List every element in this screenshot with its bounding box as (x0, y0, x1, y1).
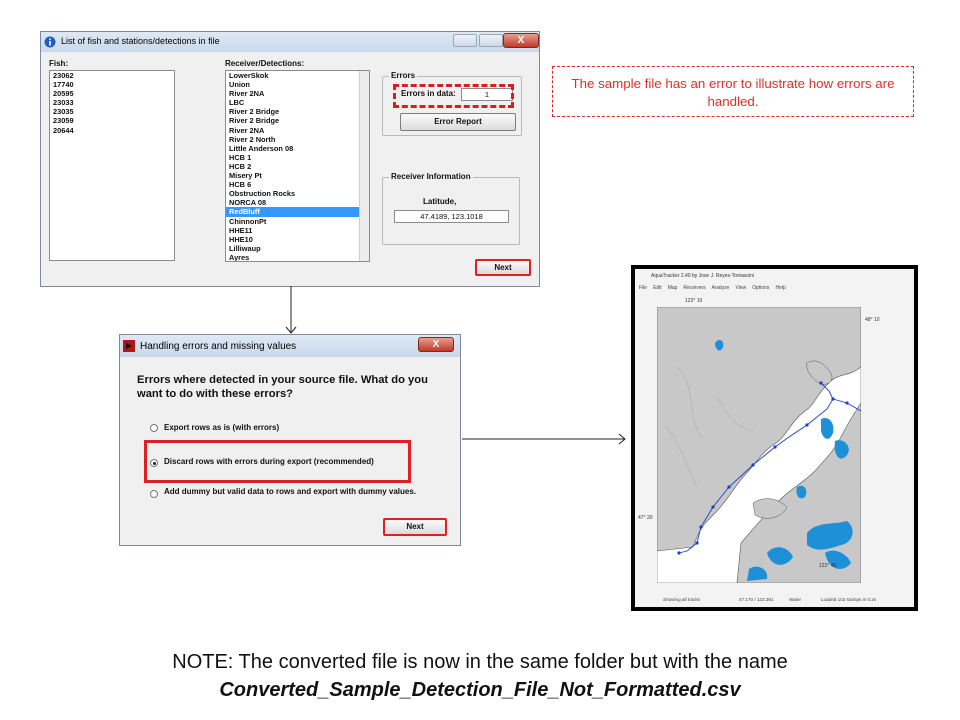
tick-right-lat: 48° 10 (865, 317, 880, 323)
error-note: The sample file has an error to illustrate how errors are handled. (552, 66, 914, 117)
menu-item-analyze[interactable]: Analyze (711, 285, 730, 291)
converted-filename: Converted_Sample_Detection_File_Not_Formatted.csv (219, 679, 741, 701)
fish-list-item[interactable]: 23033 (53, 98, 74, 108)
minimize-button[interactable] (453, 34, 477, 47)
latlon-field: 47.4189, 123.1018 (394, 210, 509, 223)
receiver-list-item[interactable]: HCB 1 (229, 152, 252, 162)
errors-question: Errors where detected in your source file. What do you want to do with these errors? (137, 374, 428, 400)
map-screenshot-frame (631, 265, 918, 611)
receiver-list-item[interactable]: River 2 North (229, 134, 276, 144)
tick-top-lon: 123° 10 (685, 298, 703, 304)
fish-list-item[interactable]: 23062 (53, 71, 74, 80)
receiver-listbox[interactable] (225, 70, 370, 262)
fish-list-item[interactable]: 23035 (53, 107, 74, 117)
receiver-list-item[interactable]: Ayres (229, 252, 250, 262)
latitude-label: Latitude, (423, 197, 457, 206)
receiver-info-title: Receiver Information (391, 172, 471, 181)
receiver-label: Receiver/Detections: (225, 59, 305, 68)
close-button[interactable]: X (503, 33, 539, 48)
receiver-list-item[interactable]: Little Anderson 08 (229, 143, 294, 153)
receiver-list-item[interactable]: HCB 6 (229, 180, 252, 190)
fish-listbox[interactable] (49, 70, 175, 261)
receiver-list-item[interactable]: HHE10 (229, 234, 253, 244)
tick-left-lat: 47° 20 (638, 515, 653, 521)
errors-close-button[interactable]: X (418, 337, 454, 352)
errors-group-title: Errors (391, 71, 416, 80)
fish-list-item[interactable]: 20644 (53, 125, 74, 135)
aquatracker-menubar (639, 285, 792, 291)
status-water: Water (789, 597, 802, 602)
right-arrow (462, 432, 632, 448)
status-loaded: Loaded 102 stamps in 0.2s (821, 597, 877, 602)
puget-sound-map[interactable] (657, 307, 861, 583)
tick-bottom-lon: 122° 40 (819, 563, 837, 569)
recommended-highlight (144, 440, 411, 483)
aquatracker-window (635, 269, 914, 607)
fish-list-item[interactable]: 23059 (53, 116, 74, 126)
option-dummy-label[interactable]: Add dummy but valid data to rows and export with dummy values. (164, 487, 417, 496)
fish-window-title: List of fish and stations/detections in file (61, 36, 220, 46)
menu-item-view[interactable]: View (735, 285, 747, 291)
fish-stations-window (40, 31, 540, 287)
errors-dialog-title: Handling errors and missing values (140, 341, 297, 352)
fish-list-item[interactable]: 17740 (53, 80, 74, 90)
fish-window-titlebar (41, 32, 539, 52)
menu-item-help[interactable]: Help (775, 285, 786, 291)
info-icon (44, 36, 56, 48)
status-tracks: Showing all tracks (663, 597, 701, 602)
errors-dialog (119, 334, 461, 546)
maximize-button[interactable] (479, 34, 503, 47)
receiver-list-item[interactable]: River 2NA (229, 89, 265, 99)
receiver-list-item[interactable]: River 2 Bridge (229, 116, 280, 126)
receiver-list-item[interactable]: HHE11 (229, 225, 253, 235)
errors-highlight (393, 84, 514, 108)
receiver-list-item[interactable]: HCB 2 (229, 161, 252, 171)
receiver-list-item[interactable]: Misery Pt (229, 171, 262, 181)
menu-item-edit[interactable]: Edit (653, 285, 662, 291)
receiver-list-item[interactable]: River 2 Bridge (229, 107, 280, 117)
receiver-list-item[interactable]: Lilliwaup (229, 243, 261, 253)
errors-dialog-titlebar (120, 335, 460, 357)
errors-in-data-label: Errors in data: (401, 89, 456, 98)
fish-label: Fish: (49, 59, 69, 68)
errors-in-data-field: 1 (461, 88, 513, 101)
menu-item-receivers[interactable]: Receivers (683, 285, 706, 291)
receiver-list-item[interactable]: Obstruction Rocks (229, 189, 296, 199)
option-export-radio[interactable] (150, 424, 158, 432)
aquatracker-statusbar (635, 595, 914, 604)
option-export-label[interactable]: Export rows as is (with errors) (164, 423, 280, 432)
receiver-list-item[interactable]: Union (229, 80, 250, 90)
fish-list-item[interactable]: 20595 (53, 89, 74, 99)
receiver-list-item[interactable]: LBC (229, 98, 245, 108)
receiver-list-item[interactable]: River 2NA (229, 125, 265, 135)
menu-item-options[interactable]: Options (752, 285, 770, 291)
fish-next-button[interactable]: Next (475, 259, 531, 276)
aquatracker-title: AquaTracker 2.40 by Jose J. Reyes-Tomassini (651, 273, 754, 279)
receiver-scrollbar[interactable] (359, 71, 369, 261)
receiver-list-item[interactable]: ChinnonPt (229, 216, 267, 226)
app-icon (123, 340, 135, 352)
errors-next-button[interactable]: Next (383, 518, 447, 536)
menu-item-map[interactable]: Map (667, 285, 678, 291)
footer-note: NOTE: The converted file is now in the same folder but with the name (172, 651, 788, 673)
menu-item-file[interactable]: File (639, 285, 648, 291)
error-report-button[interactable]: Error Report (400, 113, 516, 131)
status-coords: 47.170 / 123.391 (739, 597, 774, 602)
receiver-list-item[interactable]: RedBluff (226, 207, 369, 216)
option-dummy-radio[interactable] (150, 490, 158, 498)
option-discard-label[interactable]: Discard rows with errors during export (recommended) (164, 457, 374, 466)
receiver-list-item[interactable]: NORCA 08 (229, 198, 267, 208)
down-arrow (280, 286, 300, 336)
receiver-list-item[interactable]: LowerSkok (229, 71, 269, 80)
